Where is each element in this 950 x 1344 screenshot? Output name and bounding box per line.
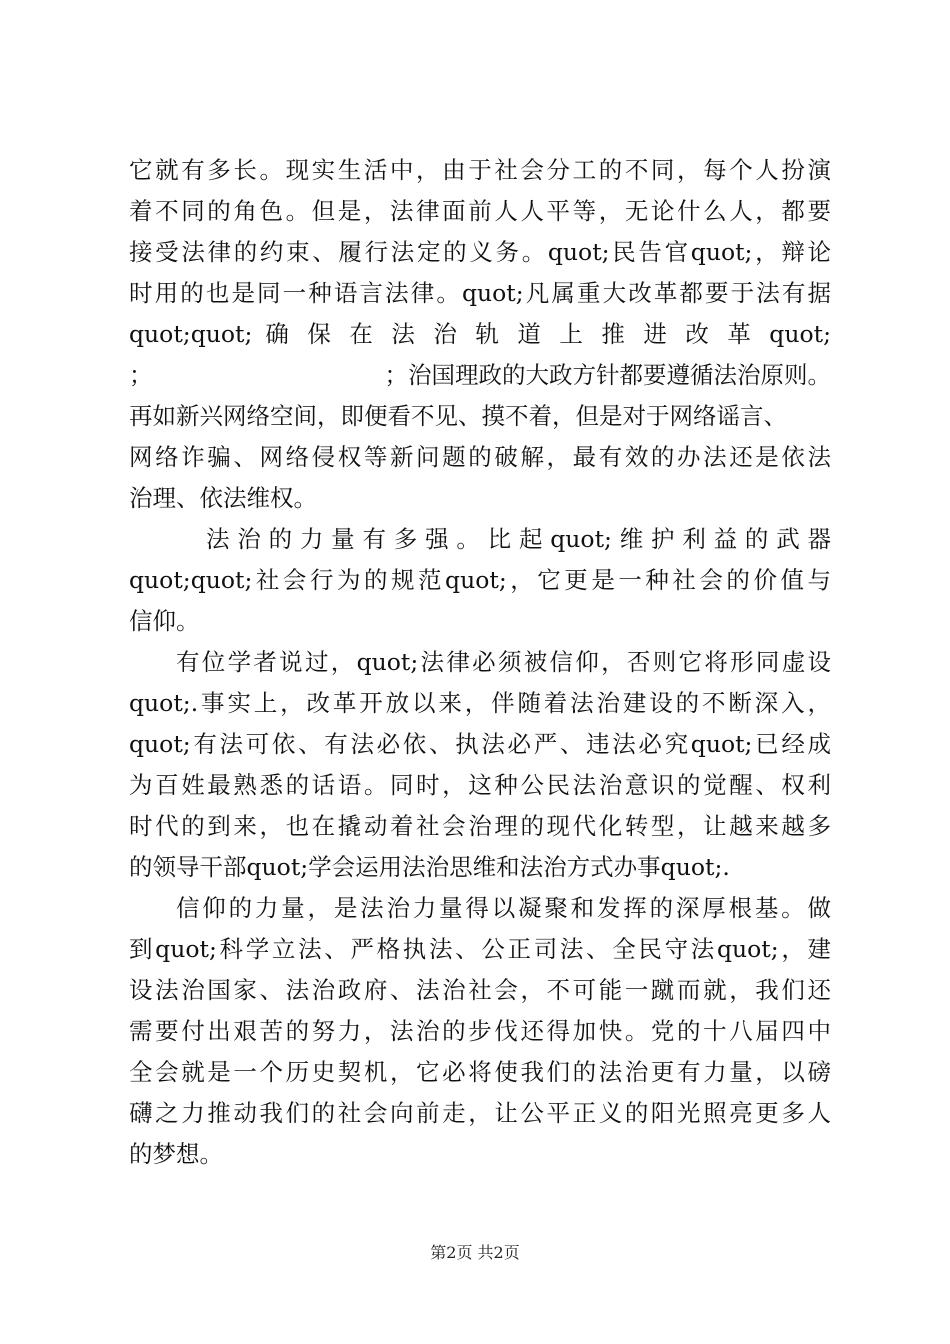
text-line-15: quot;有法可依、有法必依、执法必严、违法必究quot;已经成 (129, 730, 831, 758)
text-line-9: 治理、依法维权。 (129, 484, 317, 512)
text-line-16: 为百姓最熟悉的话语。同时，这种公民法治意识的觉醒、权利 (129, 771, 831, 799)
text-line-21: 设法治国家、法治政府、法治社会，不可能一蹴而就，我们还 (129, 976, 831, 1004)
text-line-13: 有位学者说过，quot;法律必须被信仰，否则它将形同虚设 (176, 648, 831, 676)
text-line-22: 需要付出艰苦的努力，法治的步伐还得加快。党的十八届四中 (129, 1017, 831, 1045)
text-line-3: 接受法律的约束、履行法定的义务。quot;民告官quot;，辩论 (129, 238, 831, 266)
text-line-10: 法治的力量有多强。比起quot;维护利益的武器 (206, 525, 831, 553)
text-line-11: quot;quot;社会行为的规范quot;，它更是一种社会的价值与 (129, 566, 831, 594)
text-line-5: quot;quot; 确 保 在 法 治 轨 道 上 推 进 改 革 quot; (129, 320, 831, 348)
text-line-6 (129, 355, 831, 396)
text-line-8: 网络诈骗、网络侵权等新问题的破解，最有效的办法还是依法 (129, 443, 831, 471)
text-line-1: 它就有多长。现实生活中，由于社会分工的不同，每个人扮演 (129, 156, 831, 184)
text-line-20: 到quot;科学立法、严格执法、公正司法、全民守法quot;，建 (129, 935, 831, 963)
text-line-7: 再如新兴网络空间，即便看不见、摸不着，但是对于网络谣言、 (129, 402, 787, 430)
page-footer: 第2页 共2页 (430, 1243, 520, 1262)
text-line-4: 时用的也是同一种语言法律。quot;凡属重大改革都要于法有据 (129, 279, 831, 307)
text-line-12: 信仰。 (129, 607, 200, 635)
text-line-18: 的领导干部quot;学会运用法治思维和法治方式办事quot;. (129, 853, 730, 881)
document-body (129, 150, 831, 1175)
text-line-6-leading: ； (129, 361, 153, 389)
text-line-19: 信仰的力量，是法治力量得以凝聚和发挥的深厚根基。做 (176, 894, 831, 922)
text-line-25: 的梦想。 (129, 1140, 223, 1168)
text-line-6-main: ；治国理政的大政方针都要遵循法治原则。 (384, 361, 831, 389)
text-line-24: 礴之力推动我们的社会向前走，让公平正义的阳光照亮更多人 (129, 1099, 831, 1127)
text-line-14: quot;.事实上，改革开放以来，伴随着法治建设的不断深入， (129, 689, 831, 717)
text-line-2: 着不同的角色。但是，法律面前人人平等，无论什么人，都要 (129, 197, 831, 225)
text-line-23: 全会就是一个历史契机，它必将使我们的法治更有力量，以磅 (129, 1058, 831, 1086)
text-line-17: 时代的到来，也在撬动着社会治理的现代化转型，让越来越多 (129, 812, 831, 840)
